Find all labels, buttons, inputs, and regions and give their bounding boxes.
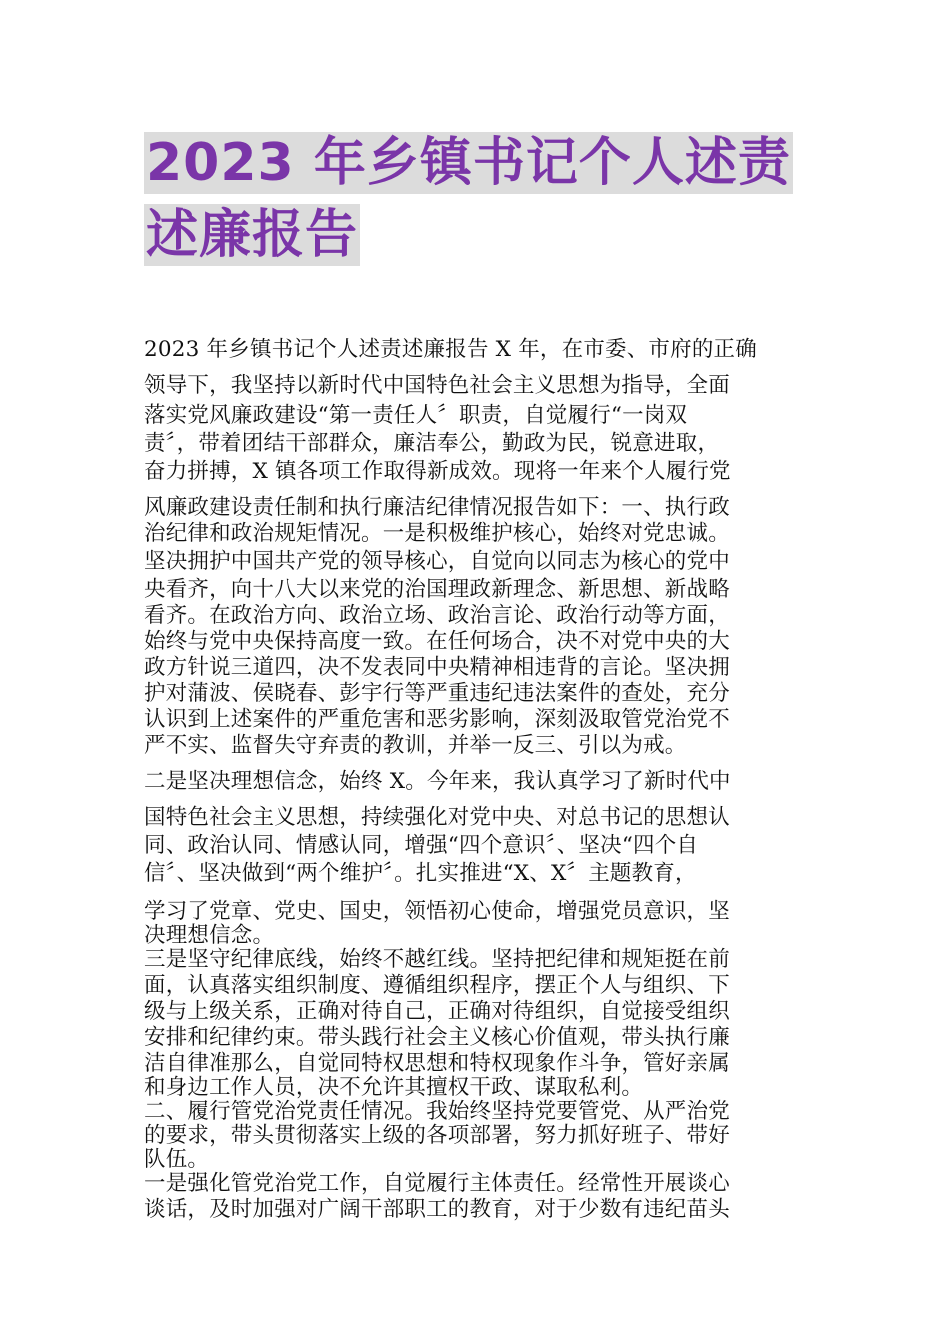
body-line: 安排和纪律约束。带头践行社会主义核心价值观，带头执行廉 [144,1025,730,1050]
body-line: 责〞，带着团结干部群众，廉洁奉公，勤政为民，锐意进取， [144,431,720,456]
title-line-1: 2023 年乡镇书记个人述责 [146,133,791,193]
body-line: 同、政治认同、情感认同，增强“四个意识〞、坚决“四个自 [144,833,699,858]
body-line: 学习了党章、党史、国史，领悟初心使命，增强党员意识，坚 [144,899,730,924]
body-line: 三是坚守纪律底线，始终不越红线。坚持把纪律和规矩挺在前 [144,947,730,972]
body-line: 二、履行管党治党责任情况。我始终坚持党要管党、从严治党 [144,1099,730,1124]
body-line: 决理想信念。 [144,923,275,948]
body-line: 洁自律准那么，自觉同特权思想和特权现象作斗争，管好亲属 [144,1051,730,1076]
body-line: 和身边工作人员，决不允许其擅权干政、谋取私利。 [144,1075,644,1100]
body-line: 二是坚决理想信念，始终 X。今年来，我认真学习了新时代中 [144,769,731,794]
body-line: 护对蒲波、侯晓春、彭宇行等严重违纪违法案件的查处，充分 [144,681,730,706]
body-line: 奋力拼搏，X 镇各项工作取得新成效。现将一年来个人履行党 [144,459,731,484]
body-line: 的要求，带头贯彻落实上级的各项部署，努力抓好班子、带好 [144,1123,730,1148]
body-line: 级与上级关系，正确对待自己，正确对待组织，自觉接受组织 [144,999,730,1024]
body-line: 看齐。在政治方向、政治立场、政治言论、政治行动等方面， [144,603,730,628]
body-line: 领导下，我坚持以新时代中国特色社会主义思想为指导，全面 [144,373,730,398]
body-line: 国特色社会主义思想，持续强化对党中央、对总书记的思想认 [144,805,730,830]
body-line: 面，认真落实组织制度、遵循组织程序，摆正个人与组织、下 [144,973,730,998]
body-line: 始终与党中央保持高度一致。在任何场合，决不对党中央的大 [144,629,730,654]
body-line: 谈话，及时加强对广阔干部职工的教育，对于少数有违纪苗头 [144,1197,730,1222]
body-line: 严不实、监督失守弃责的教训，并举一反三、引以为戒。 [144,733,687,758]
body-line: 政方针说三道四，决不发表同中央精神相违背的言论。坚决拥 [144,655,730,680]
body-line: 坚决拥护中国共产党的领导核心，自觉向以同志为核心的党中 [144,549,730,574]
title-line-2: 述廉报告 [146,205,359,265]
body-line: 落实党风廉政建设“第一责任人〞职责，自觉履行“一岗双 [144,403,688,428]
body-line: 一是强化管党治党工作，自觉履行主体责任。经常性开展谈心 [144,1171,730,1196]
body-line: 认识到上述案件的严重危害和恶劣影响，深刻汲取管党治党不 [144,707,730,732]
body-line: 治纪律和政治规矩情况。一是积极维护核心，始终对党忠诚。 [144,521,730,546]
body-line: 风廉政建设责任制和执行廉洁纪律情况报告如下：一、执行政 [144,495,730,520]
body-line: 队伍。 [144,1147,210,1172]
body-line: 信〞、坚决做到“两个维护〞。扎实推进“X、X〞主题教育， [144,861,697,886]
body-line: 央看齐，向十八大以来党的治国理政新理念、新思想、新战略 [144,577,730,602]
body-line: 2023 年乡镇书记个人述责述廉报告 X 年，在市委、市府的正确 [144,337,757,362]
